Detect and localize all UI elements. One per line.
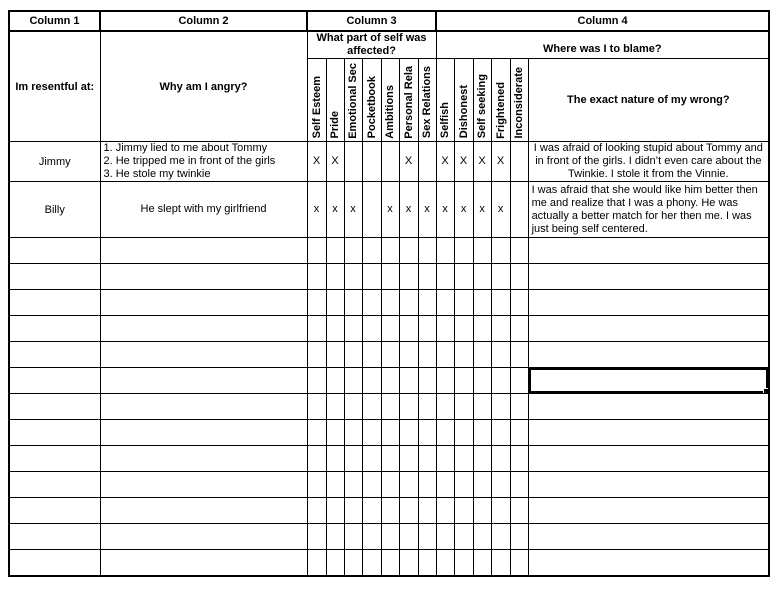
empty-mark-cell[interactable] [473,316,491,342]
empty-mark-cell[interactable] [399,342,418,368]
empty-mark-cell[interactable] [436,498,454,524]
empty-mark-cell[interactable] [344,498,362,524]
empty-resentful-cell[interactable] [9,238,100,264]
empty-mark-cell[interactable] [381,342,399,368]
self-seeking-label: Self seeking [476,74,489,139]
empty-mark-cell[interactable] [344,420,362,446]
empty-why-cell[interactable] [100,498,307,524]
mark-cell[interactable]: X [473,142,491,182]
empty-mark-cell[interactable] [362,498,381,524]
header-cell-column1[interactable]: Column 1 [9,11,100,31]
empty-mark-cell[interactable] [344,472,362,498]
data-row-jimmy [9,142,769,182]
empty-mark-cell[interactable] [473,342,491,368]
empty-row [9,498,769,524]
empty-mark-cell[interactable] [326,342,344,368]
empty-mark-cell[interactable] [436,368,454,394]
empty-mark-cell[interactable] [344,290,362,316]
empty-resentful-cell[interactable] [9,342,100,368]
empty-mark-cell[interactable] [307,446,326,472]
empty-mark-cell[interactable] [326,316,344,342]
empty-mark-cell[interactable] [399,290,418,316]
empty-mark-cell[interactable] [399,394,418,420]
empty-mark-cell[interactable] [326,498,344,524]
mark-cell[interactable] [381,142,399,182]
empty-why-cell[interactable] [100,238,307,264]
empty-mark-cell[interactable] [399,550,418,576]
mark-cell[interactable]: x [399,182,418,238]
empty-mark-cell[interactable] [454,394,473,420]
header-cell-column3[interactable]: Column 3 [307,11,436,31]
empty-mark-cell[interactable] [326,290,344,316]
empty-mark-cell[interactable] [510,316,528,342]
empty-mark-cell[interactable] [362,238,381,264]
affected-question-cell[interactable]: What part of self was affected? [307,31,436,59]
empty-why-cell[interactable] [100,264,307,290]
empty-mark-cell[interactable] [326,446,344,472]
empty-resentful-cell[interactable] [9,498,100,524]
empty-mark-cell[interactable] [436,446,454,472]
empty-mark-cell[interactable] [362,368,381,394]
sex-relations-label: Sex Relations [421,66,434,139]
empty-mark-cell[interactable] [418,368,436,394]
empty-mark-cell[interactable] [307,264,326,290]
fill-handle[interactable] [763,388,769,394]
empty-resentful-cell[interactable] [9,446,100,472]
empty-mark-cell[interactable] [381,550,399,576]
empty-resentful-cell[interactable] [9,394,100,420]
mark-cell[interactable]: x [491,182,510,238]
empty-row [9,472,769,498]
empty-row [9,420,769,446]
empty-resentful-cell[interactable] [9,550,100,576]
empty-row [9,342,769,368]
mark-cell[interactable]: X [307,142,326,182]
mark-cell[interactable] [362,182,381,238]
empty-mark-cell[interactable] [344,264,362,290]
reason-line: 3. He stole my twinkie [103,168,211,180]
empty-mark-cell[interactable] [473,472,491,498]
empty-mark-cell[interactable] [381,290,399,316]
empty-mark-cell[interactable] [454,472,473,498]
empty-mark-cell[interactable] [326,264,344,290]
mark-cell[interactable]: X [399,142,418,182]
mark-cell[interactable]: x [454,182,473,238]
mark-cell[interactable]: x [344,182,362,238]
empty-mark-cell[interactable] [491,550,510,576]
empty-mark-cell[interactable] [473,498,491,524]
empty-row [9,524,769,550]
empty-mark-cell[interactable] [473,290,491,316]
empty-mark-cell[interactable] [326,368,344,394]
empty-resentful-cell[interactable] [9,264,100,290]
empty-mark-cell[interactable] [362,420,381,446]
mark-cell[interactable] [418,142,436,182]
empty-mark-cell[interactable] [436,472,454,498]
empty-mark-cell[interactable] [454,550,473,576]
empty-mark-cell[interactable] [491,290,510,316]
resentful-at-cell[interactable]: Jimmy [9,142,100,182]
empty-mark-cell[interactable] [307,238,326,264]
why-angry-cell[interactable] [100,182,307,238]
selected-cell-border [529,368,769,393]
empty-why-cell[interactable] [100,446,307,472]
empty-mark-cell[interactable] [436,290,454,316]
mark-cell[interactable]: X [491,142,510,182]
col-header-inconsiderate[interactable] [510,59,528,142]
ambitions-label: Ambitions [384,84,396,139]
empty-exact-nature-cell[interactable] [528,524,769,550]
empty-mark-cell[interactable] [473,524,491,550]
empty-mark-cell[interactable] [454,342,473,368]
empty-why-cell[interactable] [100,394,307,420]
empty-mark-cell[interactable] [454,498,473,524]
data-row-billy [9,182,769,238]
empty-mark-cell[interactable] [510,368,528,394]
empty-mark-cell[interactable] [362,264,381,290]
empty-mark-cell[interactable] [510,394,528,420]
question-header-row [9,31,769,59]
empty-why-cell[interactable] [100,550,307,576]
empty-mark-cell[interactable] [362,472,381,498]
resentful-at-header-cell[interactable]: Im resentful at: [9,31,100,142]
exact-nature-cell[interactable] [528,142,769,182]
empty-mark-cell[interactable] [399,446,418,472]
empty-mark-cell[interactable] [399,368,418,394]
empty-why-cell[interactable] [100,316,307,342]
empty-mark-cell[interactable] [473,368,491,394]
empty-row [9,238,769,264]
empty-mark-cell[interactable] [436,316,454,342]
empty-row [9,394,769,420]
empty-mark-cell[interactable] [510,446,528,472]
empty-mark-cell[interactable] [510,290,528,316]
empty-mark-cell[interactable] [510,238,528,264]
empty-mark-cell[interactable] [436,420,454,446]
empty-mark-cell[interactable] [307,524,326,550]
empty-mark-cell[interactable] [307,472,326,498]
empty-mark-cell[interactable] [473,264,491,290]
empty-rows-body [9,238,769,576]
empty-mark-cell[interactable] [362,342,381,368]
reason-line: 1. Jimmy lied to me about Tommy [103,142,268,154]
empty-exact-nature-cell[interactable] [528,550,769,576]
mark-cell[interactable] [510,182,528,238]
empty-mark-cell[interactable] [491,472,510,498]
empty-resentful-cell[interactable] [9,316,100,342]
empty-mark-cell[interactable] [418,342,436,368]
mark-cell[interactable]: x [326,182,344,238]
empty-mark-cell[interactable] [510,342,528,368]
empty-why-cell[interactable] [100,290,307,316]
dishonest-label: Dishonest [457,85,470,139]
empty-mark-cell[interactable] [307,368,326,394]
empty-mark-cell[interactable] [399,524,418,550]
col-header-pocketbook[interactable] [362,59,381,142]
empty-mark-cell[interactable] [454,290,473,316]
nature-line: me and realize that I was a phony. He was [531,196,739,209]
empty-mark-cell[interactable] [381,316,399,342]
reason-line: 2. He tripped me in front of the girls [103,155,276,167]
why-angry-cell[interactable] [100,142,307,182]
empty-mark-cell[interactable] [399,316,418,342]
selfish-label: Selfish [439,102,452,139]
empty-row [9,316,769,342]
empty-exact-nature-cell[interactable] [528,472,769,498]
empty-mark-cell[interactable] [381,498,399,524]
nature-line: Twinkie. I stole it from the Vinnie. [568,168,729,180]
empty-mark-cell[interactable] [491,264,510,290]
empty-exact-nature-cell[interactable] [528,264,769,290]
empty-mark-cell[interactable] [307,498,326,524]
nature-line: just being self centered. [531,222,648,235]
empty-mark-cell[interactable] [418,316,436,342]
empty-mark-cell[interactable] [362,316,381,342]
empty-mark-cell[interactable] [362,524,381,550]
mark-cell[interactable]: x [473,182,491,238]
empty-mark-cell[interactable] [381,238,399,264]
empty-mark-cell[interactable] [510,472,528,498]
exact-nature-cell[interactable] [528,182,769,238]
empty-mark-cell[interactable] [418,394,436,420]
empty-resentful-cell[interactable] [9,290,100,316]
col-header-selfish[interactable] [436,59,454,142]
empty-mark-cell[interactable] [491,368,510,394]
empty-mark-cell[interactable] [344,524,362,550]
empty-why-cell[interactable] [100,368,307,394]
empty-mark-cell[interactable] [362,394,381,420]
frightened-label: Frightened [494,81,507,139]
mark-cell[interactable]: x [418,182,436,238]
empty-resentful-cell[interactable] [9,420,100,446]
empty-mark-cell[interactable] [307,290,326,316]
nature-line: in front of the girls. I didn’t even care about the [535,155,762,167]
empty-mark-cell[interactable] [491,498,510,524]
empty-exact-nature-cell[interactable] [528,420,769,446]
empty-mark-cell[interactable] [307,394,326,420]
col-header-self-seeking[interactable] [473,59,491,142]
empty-mark-cell[interactable] [381,264,399,290]
empty-mark-cell[interactable] [381,446,399,472]
empty-mark-cell[interactable] [326,524,344,550]
empty-mark-cell[interactable] [454,420,473,446]
empty-resentful-cell[interactable] [9,472,100,498]
empty-exact-nature-cell[interactable] [528,316,769,342]
empty-mark-cell[interactable] [362,446,381,472]
empty-mark-cell[interactable] [454,524,473,550]
empty-mark-cell[interactable] [399,472,418,498]
personal-rela-label: Personal Rela [402,65,415,139]
empty-mark-cell[interactable] [473,420,491,446]
mark-cell[interactable]: X [454,142,473,182]
col-header-sex-relations[interactable] [418,59,436,142]
empty-mark-cell[interactable] [510,420,528,446]
empty-mark-cell[interactable] [399,238,418,264]
empty-mark-cell[interactable] [454,446,473,472]
empty-exact-nature-cell[interactable] [528,498,769,524]
why-angry-header-cell[interactable]: Why am I angry? [100,31,307,142]
header-cell-column2[interactable]: Column 2 [100,11,307,31]
empty-row [9,446,769,472]
resentful-at-cell[interactable]: Billy [9,182,100,238]
empty-mark-cell[interactable] [418,498,436,524]
empty-exact-nature-cell[interactable] [528,368,769,394]
empty-mark-cell[interactable] [344,394,362,420]
empty-mark-cell[interactable] [399,264,418,290]
empty-mark-cell[interactable] [326,472,344,498]
nature-line: I was afraid that she would like him better then [531,183,758,196]
mark-cell[interactable]: X [436,142,454,182]
empty-mark-cell[interactable] [491,316,510,342]
empty-row [9,368,769,394]
empty-mark-cell[interactable] [510,498,528,524]
empty-row [9,264,769,290]
empty-why-cell[interactable] [100,342,307,368]
empty-mark-cell[interactable] [436,550,454,576]
mark-cell[interactable] [344,142,362,182]
empty-exact-nature-cell[interactable] [528,394,769,420]
empty-mark-cell[interactable] [473,550,491,576]
pocketbook-label: Pocketbook [365,76,378,139]
mark-cell[interactable]: X [326,142,344,182]
empty-mark-cell[interactable] [399,420,418,446]
blame-question-cell[interactable]: Where was I to blame? [436,31,769,59]
empty-mark-cell[interactable] [307,342,326,368]
empty-mark-cell[interactable] [418,524,436,550]
header-cell-column4[interactable]: Column 4 [436,11,769,31]
col-header-ambitions[interactable] [381,59,399,142]
empty-mark-cell[interactable] [491,446,510,472]
mark-cell[interactable] [510,142,528,182]
empty-mark-cell[interactable] [491,394,510,420]
top-header-row [9,11,769,31]
empty-mark-cell[interactable] [510,524,528,550]
nature-line: I was afraid of looking stupid about Tommy and [533,142,763,154]
empty-exact-nature-cell[interactable] [528,446,769,472]
resentment-inventory-table [8,10,770,577]
empty-mark-cell[interactable] [344,550,362,576]
mark-cell[interactable]: x [307,182,326,238]
empty-mark-cell[interactable] [381,420,399,446]
empty-mark-cell[interactable] [436,342,454,368]
empty-mark-cell[interactable] [344,368,362,394]
mark-cell[interactable]: x [381,182,399,238]
empty-row [9,550,769,576]
empty-mark-cell[interactable] [418,446,436,472]
empty-mark-cell[interactable] [491,342,510,368]
empty-exact-nature-cell[interactable] [528,238,769,264]
empty-mark-cell[interactable] [381,368,399,394]
empty-mark-cell[interactable] [510,550,528,576]
empty-resentful-cell[interactable] [9,524,100,550]
empty-mark-cell[interactable] [454,264,473,290]
empty-mark-cell[interactable] [326,420,344,446]
empty-mark-cell[interactable] [326,238,344,264]
empty-resentful-cell[interactable] [9,368,100,394]
empty-mark-cell[interactable] [326,394,344,420]
empty-mark-cell[interactable] [454,238,473,264]
col-header-self-esteem[interactable] [307,59,326,142]
empty-mark-cell[interactable] [399,498,418,524]
empty-mark-cell[interactable] [454,316,473,342]
empty-mark-cell[interactable] [344,238,362,264]
empty-mark-cell[interactable] [344,446,362,472]
empty-mark-cell[interactable] [362,290,381,316]
empty-mark-cell[interactable] [491,238,510,264]
inconsiderate-label: Inconsiderate [513,66,526,139]
empty-mark-cell[interactable] [491,524,510,550]
empty-mark-cell[interactable] [473,394,491,420]
empty-mark-cell[interactable] [418,472,436,498]
col-header-pride[interactable] [326,59,344,142]
emotional-sec-label: Emotional Sec [347,62,359,139]
empty-mark-cell[interactable] [473,446,491,472]
mark-cell[interactable] [362,142,381,182]
empty-exact-nature-cell[interactable] [528,342,769,368]
col-header-personal-rela[interactable] [399,59,418,142]
empty-mark-cell[interactable] [436,264,454,290]
nature-line: actually a better match for her then me. I was [531,209,752,222]
col-header-emotional-sec[interactable] [344,59,362,142]
mark-cell[interactable]: x [436,182,454,238]
empty-why-cell[interactable] [100,472,307,498]
empty-exact-nature-cell[interactable] [528,290,769,316]
empty-mark-cell[interactable] [454,368,473,394]
empty-why-cell[interactable] [100,420,307,446]
empty-row [9,290,769,316]
empty-mark-cell[interactable] [418,420,436,446]
empty-mark-cell[interactable] [381,472,399,498]
empty-mark-cell[interactable] [307,550,326,576]
empty-mark-cell[interactable] [362,550,381,576]
col-header-frightened[interactable] [491,59,510,142]
empty-mark-cell[interactable] [381,524,399,550]
empty-mark-cell[interactable] [381,394,399,420]
empty-why-cell[interactable] [100,524,307,550]
vertical-label-wrap [308,60,326,141]
empty-mark-cell[interactable] [307,316,326,342]
empty-mark-cell[interactable] [436,394,454,420]
empty-mark-cell[interactable] [473,238,491,264]
exact-nature-header-cell[interactable]: The exact nature of my wrong? [528,59,769,142]
empty-mark-cell[interactable] [418,238,436,264]
col-header-dishonest[interactable] [454,59,473,142]
empty-mark-cell[interactable] [418,550,436,576]
empty-mark-cell[interactable] [491,420,510,446]
empty-mark-cell[interactable] [344,316,362,342]
empty-mark-cell[interactable] [307,420,326,446]
pride-label: Pride [329,110,341,139]
self-esteem-label: Self Esteem [310,76,323,139]
empty-mark-cell[interactable] [326,550,344,576]
empty-mark-cell[interactable] [436,238,454,264]
empty-mark-cell[interactable] [436,524,454,550]
empty-mark-cell[interactable] [418,264,436,290]
empty-mark-cell[interactable] [418,290,436,316]
reason-line: He slept with my girlfriend [140,203,267,215]
empty-mark-cell[interactable] [344,342,362,368]
empty-mark-cell[interactable] [510,264,528,290]
